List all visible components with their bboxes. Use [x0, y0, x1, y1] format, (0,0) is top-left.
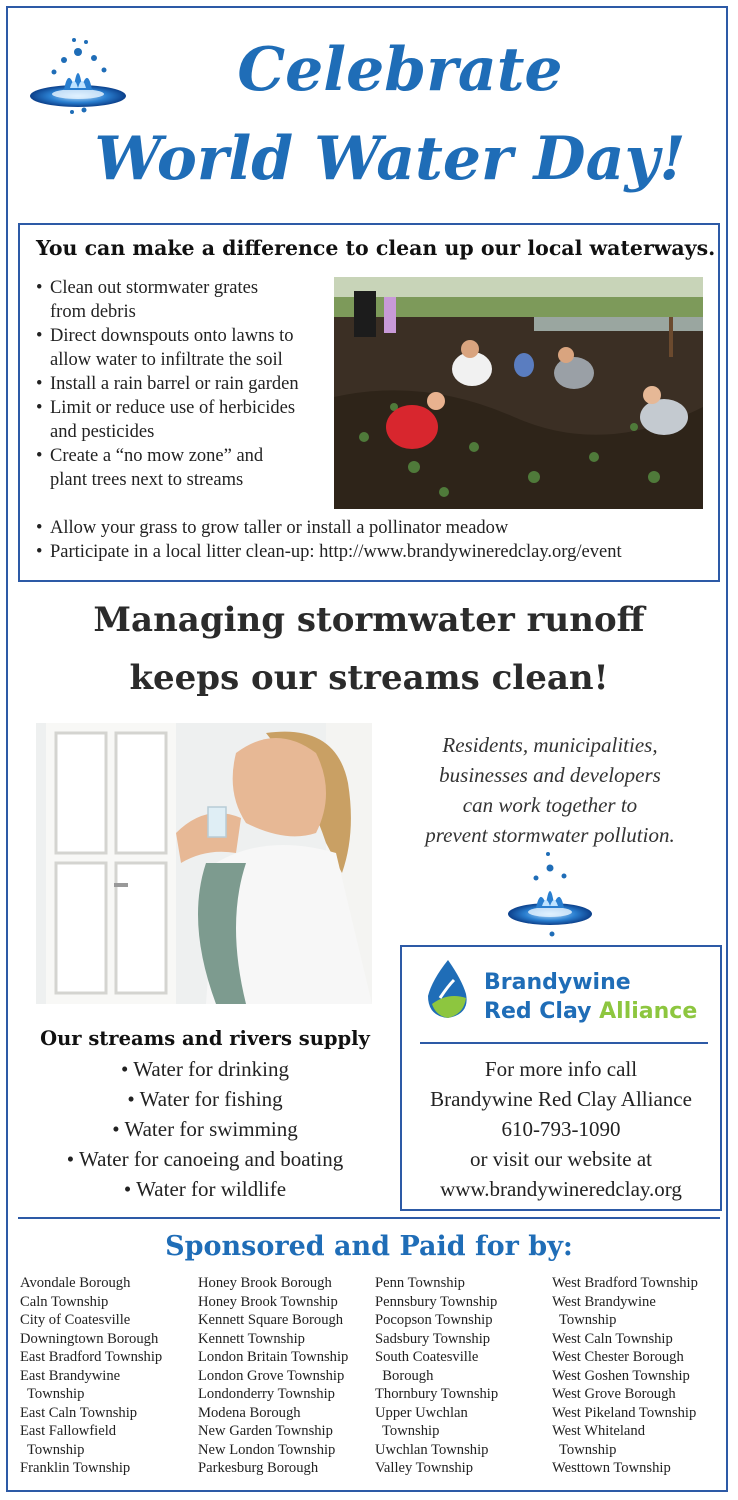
list-item: West Goshen Township	[552, 1367, 690, 1384]
list-item: Avondale Borough	[20, 1275, 131, 1291]
list-item: Franklin Township	[20, 1460, 131, 1476]
list-item: West Grove Borough	[552, 1386, 676, 1402]
list-item: Downingtown Borough	[20, 1330, 159, 1347]
list-item: East Caln Township	[20, 1404, 138, 1421]
contact-info: For more info call Brandywine Red Clay Alliance 610-793-1090 or visit our website at www.brandywineredclay.org	[404, 1054, 718, 1204]
tips-list	[36, 276, 299, 492]
list-item: East Brandywine	[20, 1367, 121, 1384]
list-item: • Install a rain barrel or rain garden	[36, 372, 299, 396]
list-item: Sadsbury Township	[375, 1330, 491, 1347]
list-item: Uwchlan Township	[375, 1441, 489, 1458]
sponsors-heading: Sponsored and Paid for by:	[165, 1231, 573, 1262]
list-item: London Grove Township	[198, 1367, 345, 1384]
list-item: Thornbury Township	[375, 1386, 499, 1402]
list-item: • Allow your grass to grow taller or install a pollinator meadow	[36, 516, 726, 540]
list-item: • Water for swimming	[0, 1114, 410, 1144]
list-item: Honey Brook Borough	[198, 1275, 332, 1291]
sponsor-column-2	[198, 1274, 378, 1478]
volunteers-planting-photo	[334, 277, 703, 509]
alliance-logo-line-2: Red Clay Alliance	[484, 999, 698, 1024]
list-item: Westtown Township	[552, 1460, 671, 1476]
list-item: Township	[20, 1386, 85, 1402]
list-item: • Water for fishing	[0, 1084, 410, 1114]
list-item: West Chester Borough	[552, 1349, 684, 1365]
list-item: Modena Borough	[198, 1404, 301, 1421]
sponsor-column-3	[375, 1274, 555, 1478]
list-item: • Direct downspouts onto lawns to allow water to infiltrate the soil	[36, 324, 299, 372]
divider	[420, 1042, 708, 1044]
list-item: West Pikeland Township	[552, 1404, 697, 1421]
list-item: Penn Township	[375, 1275, 465, 1291]
supply-heading: Our streams and rivers supply	[40, 1027, 370, 1050]
list-item: Honey Brook Township	[198, 1293, 338, 1310]
woman-drinking-water-photo	[36, 723, 372, 1004]
list-item: London Britain Township	[198, 1349, 349, 1365]
list-item: Borough	[375, 1367, 434, 1384]
list-item: Upper Uwchlan	[375, 1404, 468, 1421]
managing-heading-line-1: Managing stormwater runoff	[93, 600, 645, 640]
title-line-1: Celebrate	[237, 35, 563, 105]
list-item: • Water for canoeing and boating	[0, 1144, 410, 1174]
list-item: • Create a “no mow zone” and plant trees next to streams	[36, 444, 299, 492]
list-item: Kennett Township	[198, 1330, 305, 1347]
managing-heading-line-2: keeps our streams clean!	[129, 658, 609, 698]
list-item: • Participate in a local litter clean-up: http://www.brandywineredclay.org/event	[36, 540, 726, 564]
list-item: • Water for wildlife	[0, 1174, 410, 1204]
sponsor-column-4	[552, 1274, 732, 1478]
stormwater-quote: Residents, municipalities, businesses and developers can work together to prevent stormwater pollution.	[425, 733, 675, 847]
list-item: West Brandywine	[552, 1293, 656, 1310]
list-item: • Clean out stormwater grates from debris	[36, 276, 299, 324]
list-item: East Bradford Township	[20, 1349, 163, 1365]
water-drop-logo-icon	[418, 958, 480, 1020]
list-item: West Bradford Township	[552, 1275, 698, 1291]
supply-list	[0, 1054, 410, 1204]
list-item: South Coatesville	[375, 1349, 479, 1365]
tips-heading: You can make a difference to clean up our local waterways.	[36, 236, 716, 260]
website-link[interactable]: www.brandywineredclay.org	[440, 1177, 682, 1201]
title-line-2: World Water Day!	[94, 124, 686, 194]
list-item: Parkesburg Borough	[198, 1460, 319, 1476]
list-item: Pocopson Township	[375, 1312, 493, 1328]
list-item: Londonderry Township	[198, 1386, 335, 1402]
divider	[18, 1217, 720, 1219]
list-item: Caln Township	[20, 1293, 109, 1310]
list-item: West Caln Township	[552, 1330, 673, 1347]
list-item: City of Coatesville	[20, 1312, 131, 1328]
list-item: Kennett Square Borough	[198, 1312, 344, 1328]
list-item: Valley Township	[375, 1460, 474, 1476]
list-item: Township	[375, 1423, 440, 1439]
list-item: • Water for drinking	[0, 1054, 410, 1084]
list-item: Pennsbury Township	[375, 1293, 498, 1310]
tips-list-wide	[36, 516, 726, 564]
list-item: Township	[552, 1312, 617, 1328]
list-item: Township	[552, 1441, 617, 1458]
sponsor-column-1	[20, 1274, 200, 1478]
alliance-logo-line-1: Brandywine	[484, 970, 631, 995]
list-item: New Garden Township	[198, 1423, 333, 1439]
list-item: New London Township	[198, 1441, 336, 1458]
list-item: • Limit or reduce use of herbicides and pesticides	[36, 396, 299, 444]
list-item: Township	[20, 1441, 85, 1458]
water-splash-icon	[502, 848, 598, 942]
list-item: East Fallowfield	[20, 1423, 117, 1439]
list-item: West Whiteland	[552, 1423, 645, 1439]
